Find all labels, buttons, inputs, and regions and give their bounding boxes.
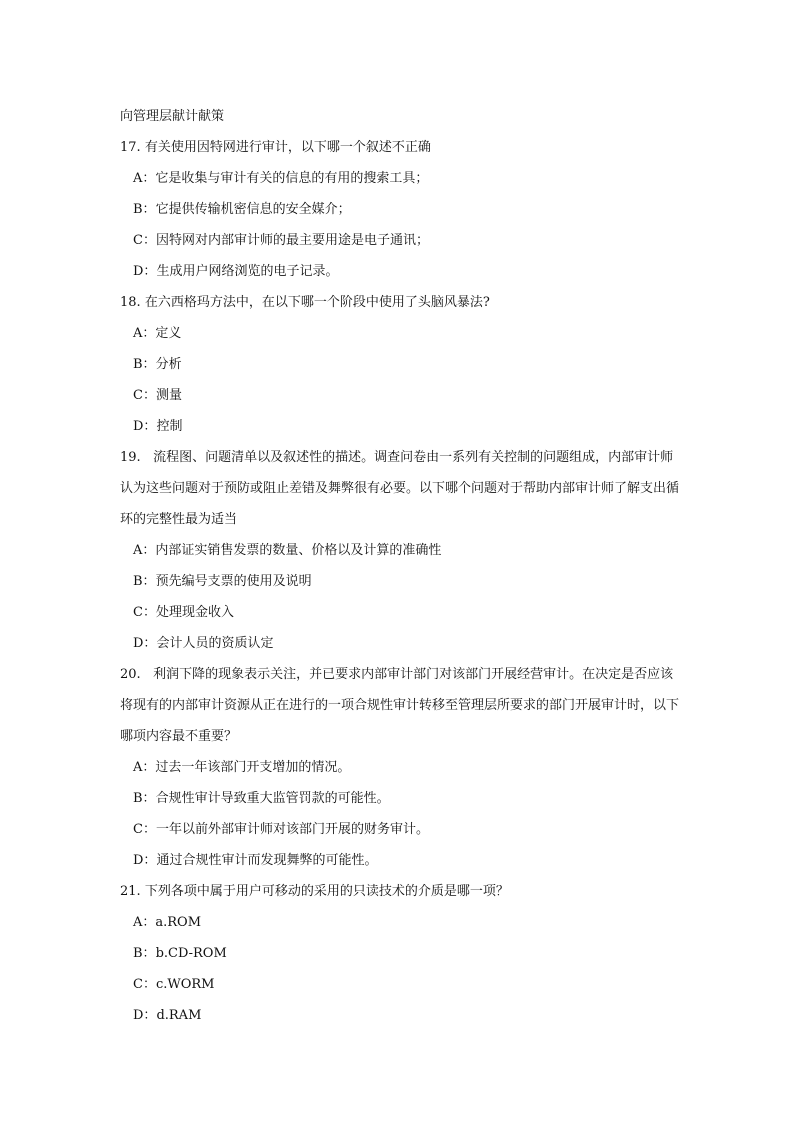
question-20 bbox=[120, 659, 680, 876]
question-17 bbox=[120, 132, 680, 287]
option-a: A：a.ROM bbox=[133, 915, 202, 930]
option-a: A：过去一年该部门开支增加的情况。 bbox=[133, 760, 351, 775]
question-text: 利润下降的现象表示关注，并已要求内部审计部门对该部门开展经营审计。在决定是否应该将现有的内部审计资源从正在进行的一项合规性审计转移至管理层所要求的部门开展审计时，以下哪项内容最不重要？ bbox=[120, 667, 680, 744]
question-number: 17. bbox=[120, 140, 141, 155]
option-a: A：它是收集与审计有关的信息的有用的搜索工具； bbox=[133, 171, 429, 186]
option-c: C：处理现金收入 bbox=[133, 605, 234, 620]
question-19 bbox=[120, 442, 680, 659]
option-d: D：生成用户网络浏览的电子记录。 bbox=[133, 264, 339, 279]
option-a: A：定义 bbox=[133, 326, 182, 341]
option-c: C：一年以前外部审计师对该部门开展的财务审计。 bbox=[133, 822, 429, 837]
option-d: D：d.RAM bbox=[133, 1008, 202, 1023]
option-d: D：通过合规性审计而发现舞弊的可能性。 bbox=[133, 853, 378, 868]
question-number: 19. bbox=[120, 450, 141, 465]
question-number: 18. bbox=[120, 295, 141, 310]
question-number: 21. bbox=[120, 884, 141, 899]
option-a: A：内部证实销售发票的数量、价格以及计算的准确性 bbox=[133, 543, 442, 558]
option-d: D：会计人员的资质认定 bbox=[133, 636, 274, 651]
question-18 bbox=[120, 287, 680, 442]
question-number: 20. bbox=[120, 667, 141, 682]
question-21 bbox=[120, 876, 680, 1031]
option-b: B：合规性审计导致重大监管罚款的可能性。 bbox=[133, 791, 390, 806]
intro-line: 向管理层献计献策 bbox=[120, 109, 225, 124]
option-c: C：因特网对内部审计师的最主要用途是电子通讯； bbox=[133, 233, 429, 248]
question-text: 流程图、问题清单以及叙述性的描述。调查问卷由一系列有关控制的问题组成，内部审计师认为这些问题对于预防或阻止差错及舞弊很有必要。以下哪个问题对于帮助内部审计师了解支出循环的完整性最为适当 bbox=[120, 450, 680, 527]
option-d: D：控制 bbox=[133, 419, 183, 434]
option-b: B：预先编号支票的使用及说明 bbox=[133, 574, 312, 589]
question-text: 有关使用因特网进行审计，以下哪一个叙述不正确 bbox=[144, 140, 431, 155]
option-c: C：c.WORM bbox=[133, 977, 215, 992]
option-b: B：b.CD-ROM bbox=[133, 946, 227, 961]
option-b: B：它提供传输机密信息的安全媒介； bbox=[133, 202, 351, 217]
document-content bbox=[120, 101, 680, 1031]
option-c: C：测量 bbox=[133, 388, 182, 403]
question-text: 下列各项中属于用户可移动的采用的只读技术的介质是哪一项？ bbox=[144, 884, 509, 899]
question-text: 在六西格玛方法中，在以下哪一个阶段中使用了头脑风暴法? bbox=[144, 295, 490, 310]
option-b: B：分析 bbox=[133, 357, 182, 372]
